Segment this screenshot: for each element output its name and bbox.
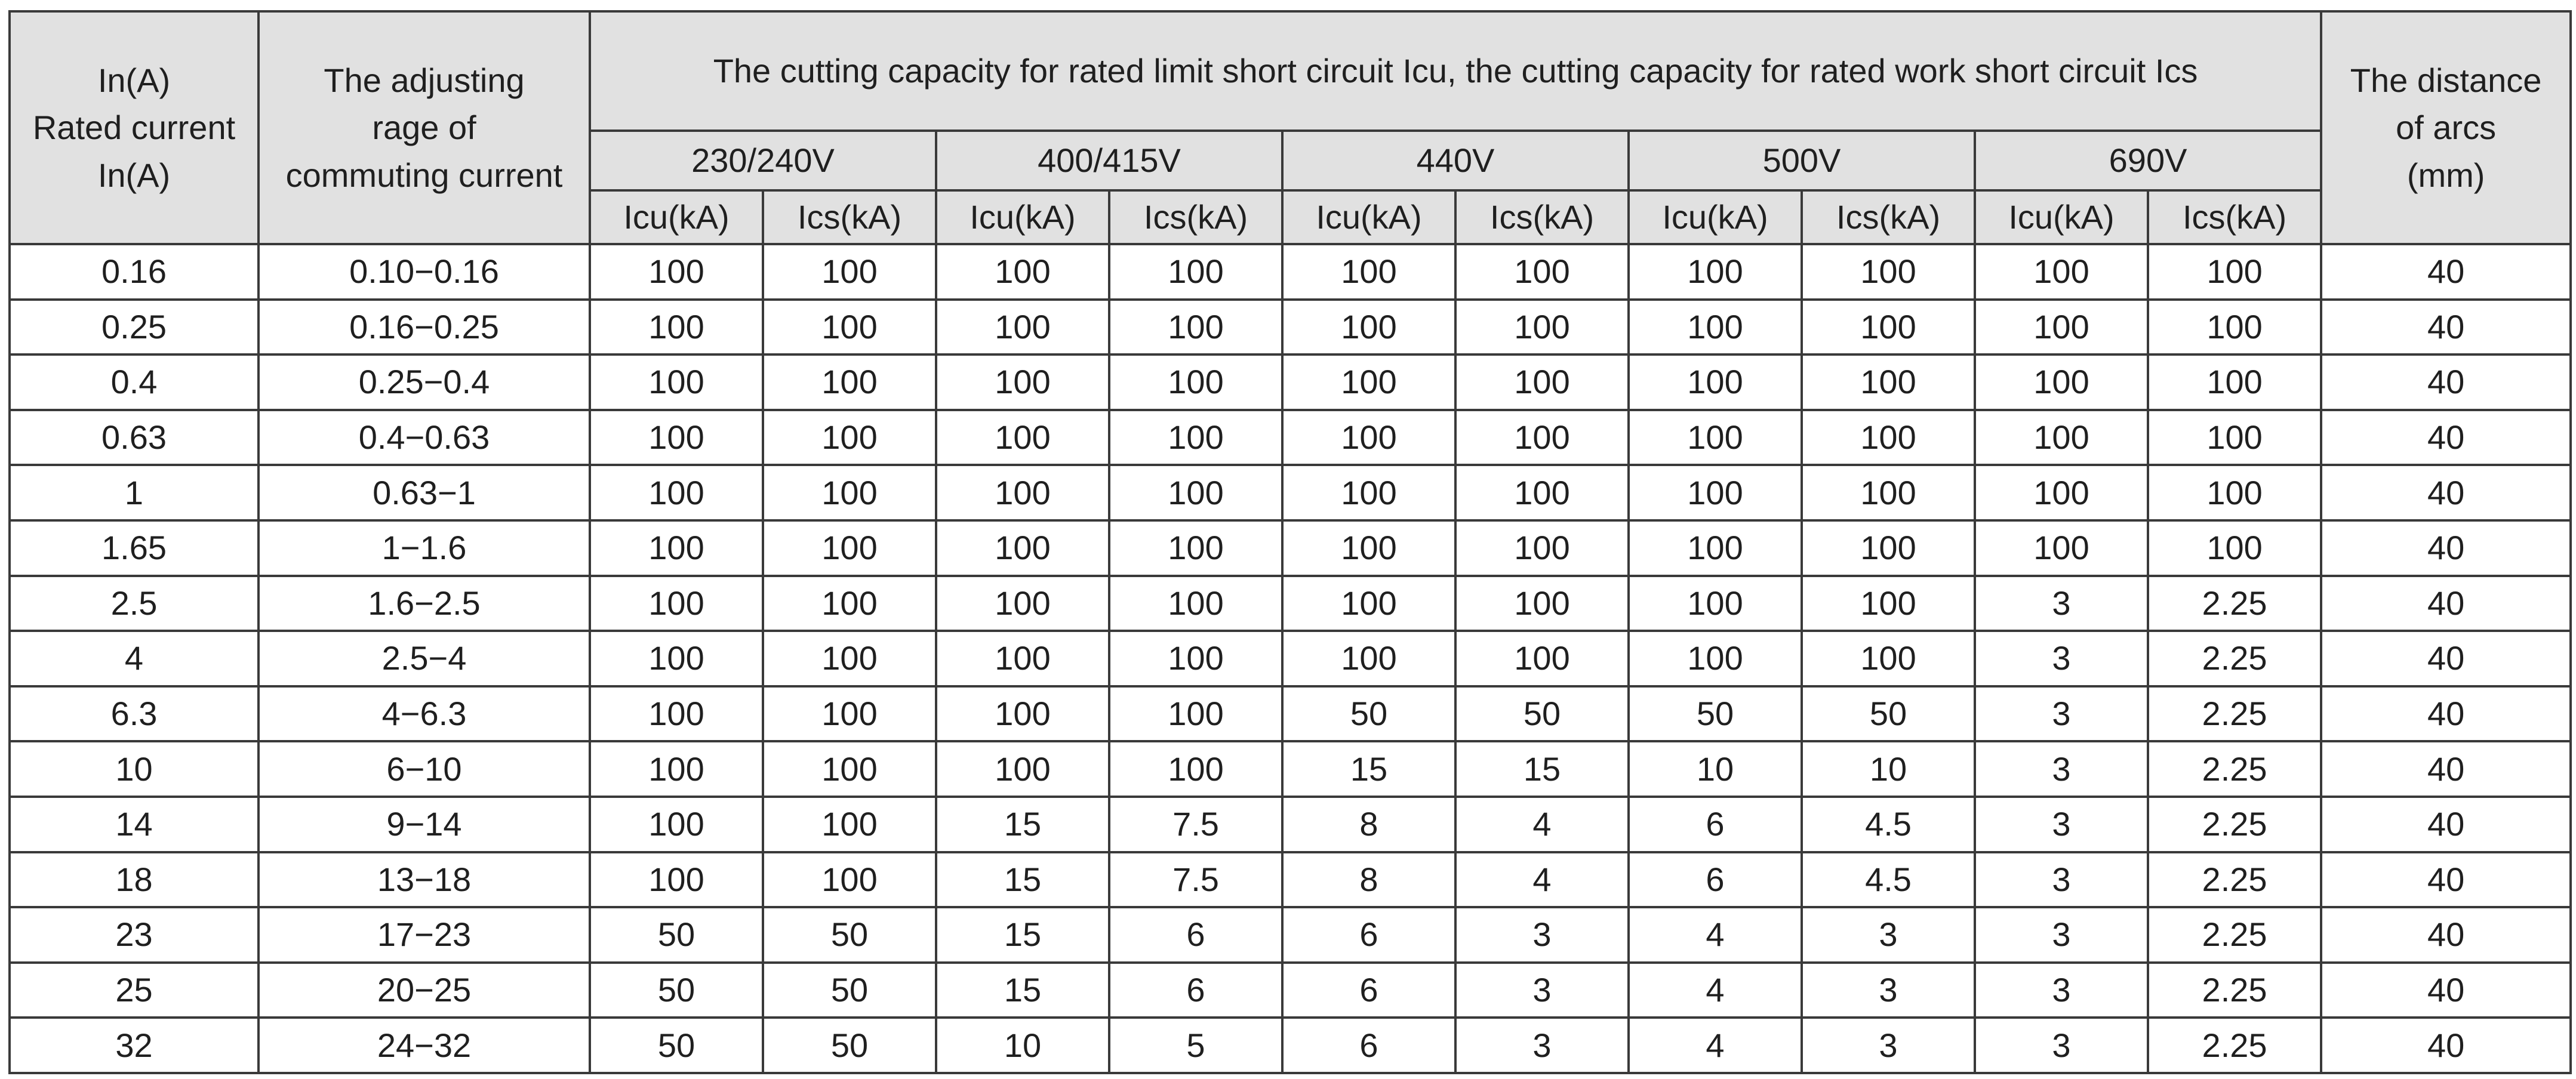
arc-distance-cell: 40 (2321, 686, 2571, 742)
icu-value-cell: 50 (1629, 686, 1802, 742)
icu-value-cell: 100 (1975, 520, 2148, 576)
adjusting-range-cell: 0.16−0.25 (258, 300, 590, 355)
ics-value-cell: 100 (1109, 410, 1282, 465)
ics-value-cell: 100 (1455, 354, 1629, 410)
adjusting-range-cell: 2.5−4 (258, 631, 590, 686)
arc-distance-cell: 40 (2321, 300, 2571, 355)
ics-value-cell: 100 (763, 300, 936, 355)
ics-value-cell: 100 (2148, 410, 2321, 465)
adjusting-range-cell: 4−6.3 (258, 686, 590, 742)
icu-value-cell: 8 (1282, 797, 1455, 852)
icu-value-cell: 3 (1975, 741, 2148, 797)
ics-value-cell: 100 (1109, 576, 1282, 631)
arc-distance-cell: 40 (2321, 410, 2571, 465)
ics-value-cell: 4.5 (1802, 797, 1975, 852)
ics-value-cell: 3 (1802, 907, 1975, 963)
ics-value-cell: 15 (1455, 741, 1629, 797)
rated-current-cell: 1 (10, 465, 258, 520)
icu-value-cell: 3 (1975, 963, 2148, 1018)
ics-value-cell: 100 (1109, 465, 1282, 520)
icu-value-cell: 100 (1282, 465, 1455, 520)
rated-current-cell: 14 (10, 797, 258, 852)
ics-value-cell: 2.25 (2148, 907, 2321, 963)
ics-value-cell: 100 (763, 852, 936, 908)
adjusting-range-cell: 6−10 (258, 741, 590, 797)
icu-value-cell: 3 (1975, 576, 2148, 631)
ics-value-cell: 4.5 (1802, 852, 1975, 908)
icu-value-cell: 10 (1629, 741, 1802, 797)
rated-current-cell: 25 (10, 963, 258, 1018)
ics-value-cell: 50 (763, 907, 936, 963)
ics-header: Ics(kA) (1802, 190, 1975, 244)
voltage-header: 400/415V (936, 131, 1282, 190)
icu-value-cell: 100 (1629, 631, 1802, 686)
icu-value-cell: 100 (1629, 576, 1802, 631)
adjusting-range-cell: 1−1.6 (258, 520, 590, 576)
ics-header: Ics(kA) (1455, 190, 1629, 244)
breaking-capacity-table (8, 10, 2572, 1074)
ics-value-cell: 100 (1455, 520, 1629, 576)
icu-value-cell: 15 (936, 852, 1109, 908)
icu-value-cell: 3 (1975, 1018, 2148, 1073)
icu-value-cell: 100 (590, 354, 763, 410)
icu-value-cell: 100 (1282, 576, 1455, 631)
icu-value-cell: 6 (1282, 1018, 1455, 1073)
ics-header: Ics(kA) (763, 190, 936, 244)
ics-value-cell: 2.25 (2148, 797, 2321, 852)
ics-value-cell: 100 (1802, 244, 1975, 300)
icu-value-cell: 100 (936, 300, 1109, 355)
ics-value-cell: 100 (1802, 354, 1975, 410)
adjusting-range-header (258, 11, 590, 244)
rated-current-cell: 18 (10, 852, 258, 908)
ics-header: Ics(kA) (1109, 190, 1282, 244)
rated-current-header (10, 11, 258, 244)
table-row (10, 907, 2571, 963)
voltage-header: 440V (1282, 131, 1629, 190)
ics-value-cell: 100 (2148, 520, 2321, 576)
ics-value-cell: 4 (1455, 852, 1629, 908)
header-line: commuting current (285, 156, 563, 194)
adjusting-range-cell: 9−14 (258, 797, 590, 852)
ics-value-cell: 100 (1455, 244, 1629, 300)
icu-value-cell: 100 (1629, 465, 1802, 520)
ics-value-cell: 50 (1455, 686, 1629, 742)
icu-value-cell: 100 (1629, 354, 1802, 410)
table-row (10, 465, 2571, 520)
rated-current-cell: 0.25 (10, 300, 258, 355)
table-body (10, 244, 2571, 1073)
ics-value-cell: 2.25 (2148, 1018, 2321, 1073)
adjusting-range-cell: 0.10−0.16 (258, 244, 590, 300)
arc-distance-cell: 40 (2321, 797, 2571, 852)
voltage-header: 690V (1975, 131, 2321, 190)
ics-value-cell: 2.25 (2148, 576, 2321, 631)
ics-header: Ics(kA) (2148, 190, 2321, 244)
icu-value-cell: 100 (590, 410, 763, 465)
arc-distance-cell: 40 (2321, 741, 2571, 797)
icu-value-cell: 100 (1975, 410, 2148, 465)
ics-value-cell: 2.25 (2148, 686, 2321, 742)
ics-value-cell: 100 (1109, 300, 1282, 355)
table-row (10, 852, 2571, 908)
icu-header: Icu(kA) (1282, 190, 1455, 244)
icu-value-cell: 3 (1975, 797, 2148, 852)
icu-value-cell: 100 (1629, 300, 1802, 355)
icu-value-cell: 100 (1282, 410, 1455, 465)
icu-value-cell: 3 (1975, 852, 2148, 908)
icu-value-cell: 100 (590, 797, 763, 852)
header-line: In(A) (97, 61, 171, 99)
ics-value-cell: 100 (1109, 520, 1282, 576)
table-row (10, 963, 2571, 1018)
adjusting-range-cell: 0.25−0.4 (258, 354, 590, 410)
ics-value-cell: 3 (1455, 963, 1629, 1018)
arc-distance-header (2321, 11, 2571, 244)
icu-value-cell: 50 (1282, 686, 1455, 742)
icu-value-cell: 100 (1629, 244, 1802, 300)
ics-value-cell: 100 (763, 465, 936, 520)
ics-value-cell: 100 (763, 244, 936, 300)
table-row (10, 797, 2571, 852)
ics-value-cell: 100 (1802, 300, 1975, 355)
arc-distance-cell: 40 (2321, 244, 2571, 300)
ics-value-cell: 100 (763, 741, 936, 797)
icu-value-cell: 6 (1629, 852, 1802, 908)
icu-value-cell: 15 (936, 907, 1109, 963)
icu-value-cell: 100 (936, 576, 1109, 631)
ics-value-cell: 100 (763, 576, 936, 631)
icu-value-cell: 8 (1282, 852, 1455, 908)
adjusting-range-cell: 0.63−1 (258, 465, 590, 520)
ics-value-cell: 6 (1109, 907, 1282, 963)
icu-value-cell: 100 (1282, 354, 1455, 410)
icu-value-cell: 100 (936, 741, 1109, 797)
header-line: Rated current (32, 109, 236, 147)
ics-value-cell: 100 (1109, 631, 1282, 686)
icu-value-cell: 6 (1282, 963, 1455, 1018)
icu-value-cell: 15 (936, 963, 1109, 1018)
ics-value-cell: 50 (1802, 686, 1975, 742)
ics-value-cell: 100 (763, 354, 936, 410)
arc-distance-cell: 40 (2321, 963, 2571, 1018)
icu-value-cell: 100 (1975, 354, 2148, 410)
ics-value-cell: 100 (1455, 576, 1629, 631)
ics-value-cell: 100 (2148, 354, 2321, 410)
ics-value-cell: 100 (1455, 465, 1629, 520)
ics-value-cell: 100 (1455, 300, 1629, 355)
ics-value-cell: 100 (1802, 520, 1975, 576)
icu-value-cell: 15 (936, 797, 1109, 852)
icu-value-cell: 100 (590, 852, 763, 908)
icu-value-cell: 100 (590, 465, 763, 520)
ics-value-cell: 4 (1455, 797, 1629, 852)
rated-current-cell: 23 (10, 907, 258, 963)
table-row (10, 354, 2571, 410)
icu-value-cell: 100 (936, 410, 1109, 465)
arc-distance-cell: 40 (2321, 631, 2571, 686)
icu-value-cell: 50 (590, 907, 763, 963)
ics-value-cell: 100 (1802, 465, 1975, 520)
icu-value-cell: 100 (590, 520, 763, 576)
ics-value-cell: 100 (1455, 410, 1629, 465)
arc-distance-cell: 40 (2321, 520, 2571, 576)
rated-current-cell: 32 (10, 1018, 258, 1073)
icu-value-cell: 100 (1975, 465, 2148, 520)
table-row (10, 686, 2571, 742)
ics-value-cell: 2.25 (2148, 963, 2321, 1018)
ics-value-cell: 100 (763, 410, 936, 465)
ics-value-cell: 100 (1802, 410, 1975, 465)
icu-value-cell: 3 (1975, 907, 2148, 963)
arc-distance-cell: 40 (2321, 354, 2571, 410)
rated-current-cell: 0.4 (10, 354, 258, 410)
icu-header: Icu(kA) (590, 190, 763, 244)
ics-value-cell: 100 (763, 797, 936, 852)
icu-value-cell: 100 (1629, 410, 1802, 465)
ics-value-cell: 50 (763, 963, 936, 1018)
table-row (10, 631, 2571, 686)
icu-value-cell: 4 (1629, 907, 1802, 963)
icu-value-cell: 6 (1629, 797, 1802, 852)
ics-value-cell: 7.5 (1109, 797, 1282, 852)
icu-value-cell: 100 (1282, 631, 1455, 686)
table-row (10, 244, 2571, 300)
icu-value-cell: 3 (1975, 631, 2148, 686)
table-row (10, 520, 2571, 576)
icu-value-cell: 100 (936, 244, 1109, 300)
ics-value-cell: 2.25 (2148, 741, 2321, 797)
icu-value-cell: 100 (936, 686, 1109, 742)
arc-distance-cell: 40 (2321, 907, 2571, 963)
rated-current-cell: 2.5 (10, 576, 258, 631)
icu-header: Icu(kA) (1975, 190, 2148, 244)
adjusting-range-cell: 0.4−0.63 (258, 410, 590, 465)
ics-value-cell: 100 (1109, 354, 1282, 410)
rated-current-cell: 1.65 (10, 520, 258, 576)
icu-value-cell: 6 (1282, 907, 1455, 963)
cutting-capacity-header: The cutting capacity for rated limit short circuit Icu, the cutting capacity for rated work short circuit Ics (590, 11, 2321, 131)
icu-value-cell: 100 (936, 631, 1109, 686)
icu-value-cell: 100 (590, 741, 763, 797)
table-row (10, 300, 2571, 355)
icu-value-cell: 100 (936, 520, 1109, 576)
table-row (10, 410, 2571, 465)
ics-value-cell: 3 (1802, 1018, 1975, 1073)
adjusting-range-cell: 24−32 (258, 1018, 590, 1073)
icu-value-cell: 15 (1282, 741, 1455, 797)
icu-value-cell: 4 (1629, 1018, 1802, 1073)
ics-value-cell: 100 (2148, 465, 2321, 520)
table-header (10, 11, 2571, 244)
ics-value-cell: 100 (1109, 686, 1282, 742)
ics-value-cell: 100 (763, 686, 936, 742)
arc-distance-cell: 40 (2321, 852, 2571, 908)
ics-value-cell: 2.25 (2148, 631, 2321, 686)
ics-value-cell: 5 (1109, 1018, 1282, 1073)
ics-value-cell: 7.5 (1109, 852, 1282, 908)
arc-distance-cell: 40 (2321, 465, 2571, 520)
header-line: The distance (2350, 61, 2542, 99)
table-row (10, 1018, 2571, 1073)
header-line: rage of (372, 109, 476, 147)
rated-current-cell: 6.3 (10, 686, 258, 742)
table-row (10, 741, 2571, 797)
voltage-header: 230/240V (590, 131, 936, 190)
adjusting-range-cell: 1.6−2.5 (258, 576, 590, 631)
ics-value-cell: 10 (1802, 741, 1975, 797)
icu-value-cell: 100 (1975, 300, 2148, 355)
icu-value-cell: 100 (1629, 520, 1802, 576)
adjusting-range-cell: 13−18 (258, 852, 590, 908)
icu-value-cell: 100 (936, 465, 1109, 520)
ics-value-cell: 3 (1455, 1018, 1629, 1073)
icu-value-cell: 3 (1975, 686, 2148, 742)
rated-current-cell: 4 (10, 631, 258, 686)
icu-value-cell: 50 (590, 1018, 763, 1073)
rated-current-cell: 0.16 (10, 244, 258, 300)
ics-value-cell: 6 (1109, 963, 1282, 1018)
voltage-header: 500V (1629, 131, 1975, 190)
rated-current-cell: 0.63 (10, 410, 258, 465)
icu-value-cell: 100 (936, 354, 1109, 410)
ics-value-cell: 3 (1802, 963, 1975, 1018)
header-line: of arcs (2396, 109, 2497, 147)
icu-value-cell: 100 (590, 686, 763, 742)
spec-table-container (8, 10, 2569, 1072)
header-line: In(A) (97, 156, 171, 194)
icu-value-cell: 100 (590, 631, 763, 686)
icu-value-cell: 100 (1975, 244, 2148, 300)
icu-value-cell: 4 (1629, 963, 1802, 1018)
adjusting-range-cell: 20−25 (258, 963, 590, 1018)
arc-distance-cell: 40 (2321, 576, 2571, 631)
ics-value-cell: 100 (2148, 300, 2321, 355)
ics-value-cell: 100 (1109, 741, 1282, 797)
header-line: (mm) (2406, 156, 2485, 194)
icu-value-cell: 10 (936, 1018, 1109, 1073)
ics-value-cell: 100 (2148, 244, 2321, 300)
ics-value-cell: 2.25 (2148, 852, 2321, 908)
header-line: The adjusting (324, 61, 525, 99)
ics-value-cell: 100 (1802, 631, 1975, 686)
icu-value-cell: 100 (1282, 300, 1455, 355)
rated-current-cell: 10 (10, 741, 258, 797)
adjusting-range-cell: 17−23 (258, 907, 590, 963)
icu-value-cell: 100 (590, 300, 763, 355)
icu-header: Icu(kA) (1629, 190, 1802, 244)
ics-value-cell: 50 (763, 1018, 936, 1073)
icu-value-cell: 100 (1282, 244, 1455, 300)
icu-value-cell: 50 (590, 963, 763, 1018)
icu-value-cell: 100 (590, 576, 763, 631)
ics-value-cell: 100 (1455, 631, 1629, 686)
table-row (10, 576, 2571, 631)
icu-header: Icu(kA) (936, 190, 1109, 244)
ics-value-cell: 100 (763, 631, 936, 686)
ics-value-cell: 100 (1109, 244, 1282, 300)
arc-distance-cell: 40 (2321, 1018, 2571, 1073)
ics-value-cell: 100 (763, 520, 936, 576)
icu-value-cell: 100 (1282, 520, 1455, 576)
icu-value-cell: 100 (590, 244, 763, 300)
ics-value-cell: 100 (1802, 576, 1975, 631)
ics-value-cell: 3 (1455, 907, 1629, 963)
